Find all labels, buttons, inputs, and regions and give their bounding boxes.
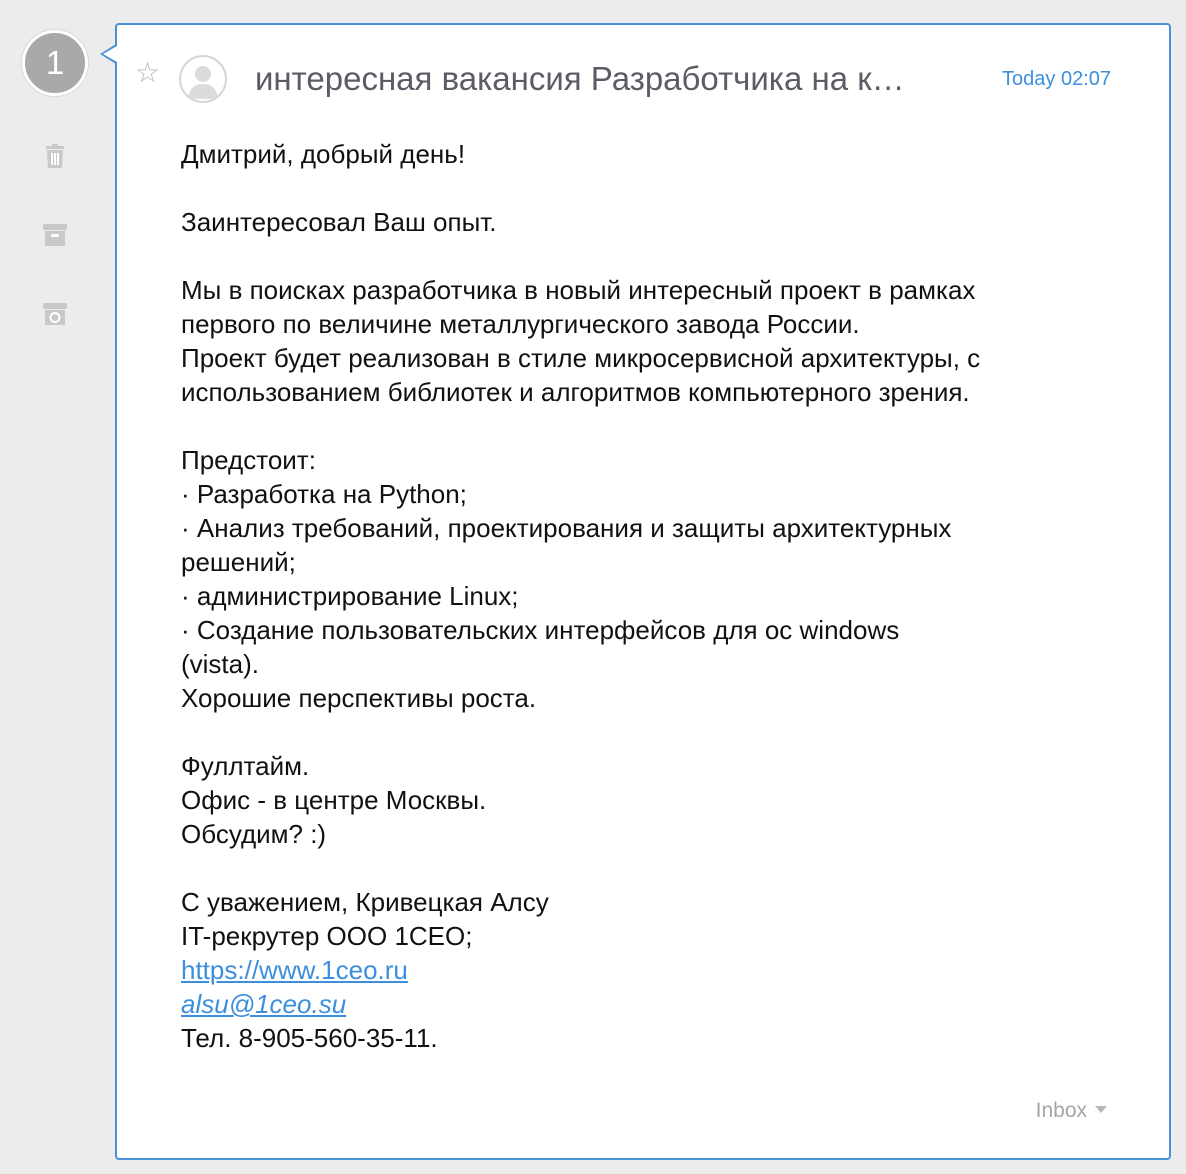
task-item: · Анализ требований, проектирования и защиты архитектурных <box>181 513 952 543</box>
card-pointer-fill <box>103 46 117 62</box>
body-line: Обсудим? :) <box>181 819 327 849</box>
message-body <box>181 137 1141 1055</box>
task-item: · Разработка на Python; <box>181 479 467 509</box>
star-icon[interactable]: ☆ <box>135 57 161 88</box>
task-item: (vista). <box>181 649 259 679</box>
task-item: · Создание пользовательских интерфейсов для ос windows <box>181 615 900 645</box>
folder-label: Inbox <box>1035 1099 1087 1122</box>
task-item: · администрирование Linux; <box>181 581 519 611</box>
task-item: решений; <box>181 547 296 577</box>
signature-title: IT-рекрутер ООО 1CEO; <box>181 921 473 951</box>
avatar-icon <box>179 55 227 103</box>
message-card <box>115 23 1171 1160</box>
body-line: первого по величине металлургического завода России. <box>181 309 860 339</box>
left-rail <box>0 0 112 1174</box>
message-count-badge: 1 <box>22 30 88 96</box>
body-paragraph: Заинтересовал Ваш опыт. <box>181 207 497 237</box>
folder-menu[interactable] <box>1036 1098 1107 1124</box>
trash-icon[interactable] <box>40 141 70 171</box>
junk-icon[interactable] <box>40 299 70 329</box>
message-subject[interactable]: интересная вакансия Разработчика на к… <box>255 60 905 97</box>
body-line: Мы в поисках разработчика в новый интересный проект в рамках <box>181 275 976 305</box>
body-line: Проект будет реализован в стиле микросервисной архитектуры, с <box>181 343 981 373</box>
message-time: Today 02:07 <box>1002 68 1111 90</box>
body-line: Фуллтайм. <box>181 751 310 781</box>
tasks-title: Предстоит: <box>181 445 316 475</box>
greeting: Дмитрий, добрый день! <box>181 139 466 169</box>
email-link[interactable]: alsu@1ceo.su <box>181 989 347 1019</box>
body-line: использованием библиотек и алгоритмов компьютерного зрения. <box>181 377 970 407</box>
signature-name: С уважением, Кривецкая Алсу <box>181 887 549 917</box>
body-line: Хорошие перспективы роста. <box>181 683 537 713</box>
website-link[interactable]: https://www.1ceo.ru <box>181 955 408 985</box>
phone-number: Тел. 8-905-560-35-11. <box>181 1023 438 1053</box>
body-line: Офис - в центре Москвы. <box>181 785 487 815</box>
archive-icon[interactable] <box>40 220 70 250</box>
chevron-down-icon <box>1095 1106 1107 1113</box>
